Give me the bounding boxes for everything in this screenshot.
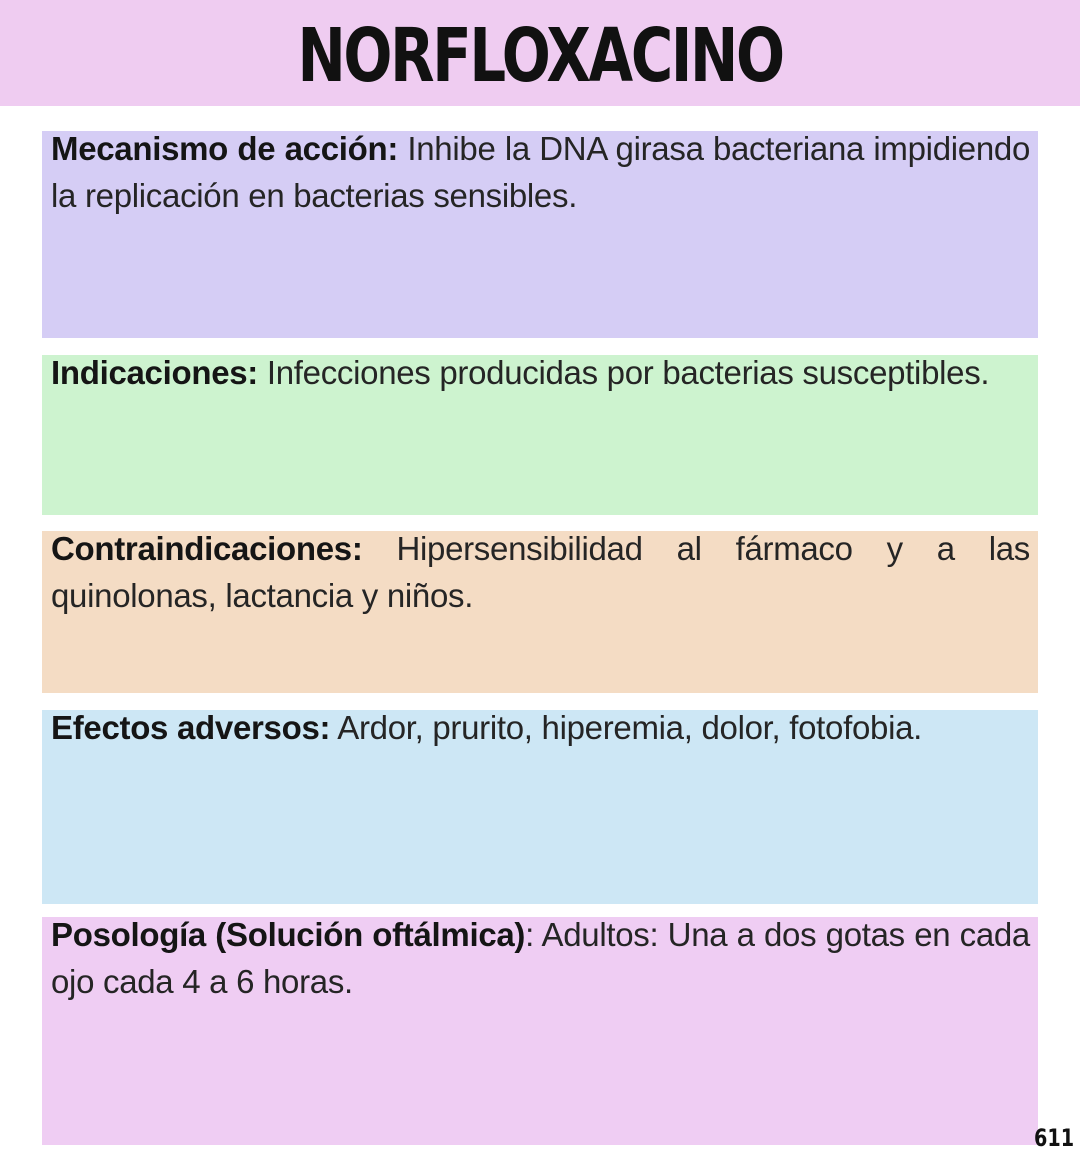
page-number: 611 xyxy=(1033,1124,1074,1152)
section-label: Indicaciones: xyxy=(51,354,258,391)
section-mecanismo xyxy=(42,131,1038,338)
section-indicaciones xyxy=(42,355,1038,515)
section-paragraph xyxy=(51,125,1030,219)
section-label: Efectos adversos: xyxy=(51,709,331,746)
section-efectos-adversos xyxy=(42,710,1038,904)
section-label: Contraindicaciones: xyxy=(51,530,363,567)
title-banner xyxy=(0,0,1080,106)
section-paragraph xyxy=(51,704,1030,751)
section-paragraph xyxy=(51,349,1030,396)
section-text: : Adultos: Una a dos gotas en cada ojo cada 4 a 6 horas. xyxy=(51,916,1030,1000)
page-title: NORFLOXACINO xyxy=(297,13,783,99)
section-posologia xyxy=(42,917,1038,1145)
section-text: Infecciones producidas por bacterias susceptibles. xyxy=(258,354,990,391)
section-label: Posología (Solución oftálmica) xyxy=(51,916,526,953)
section-text: Inhibe la DNA girasa bacteriana impidiendo la replicación en bacterias sensibles. xyxy=(51,130,1030,214)
section-label: Mecanismo de acción: xyxy=(51,130,399,167)
section-paragraph xyxy=(51,911,1030,1005)
section-contraindicaciones xyxy=(42,531,1038,693)
section-paragraph xyxy=(51,525,1030,619)
section-text: Ardor, prurito, hiperemia, dolor, fotofobia. xyxy=(330,709,923,746)
section-text: Hipersensibilidad al fármaco y a las quinolonas, lactancia y niños. xyxy=(51,530,1030,614)
